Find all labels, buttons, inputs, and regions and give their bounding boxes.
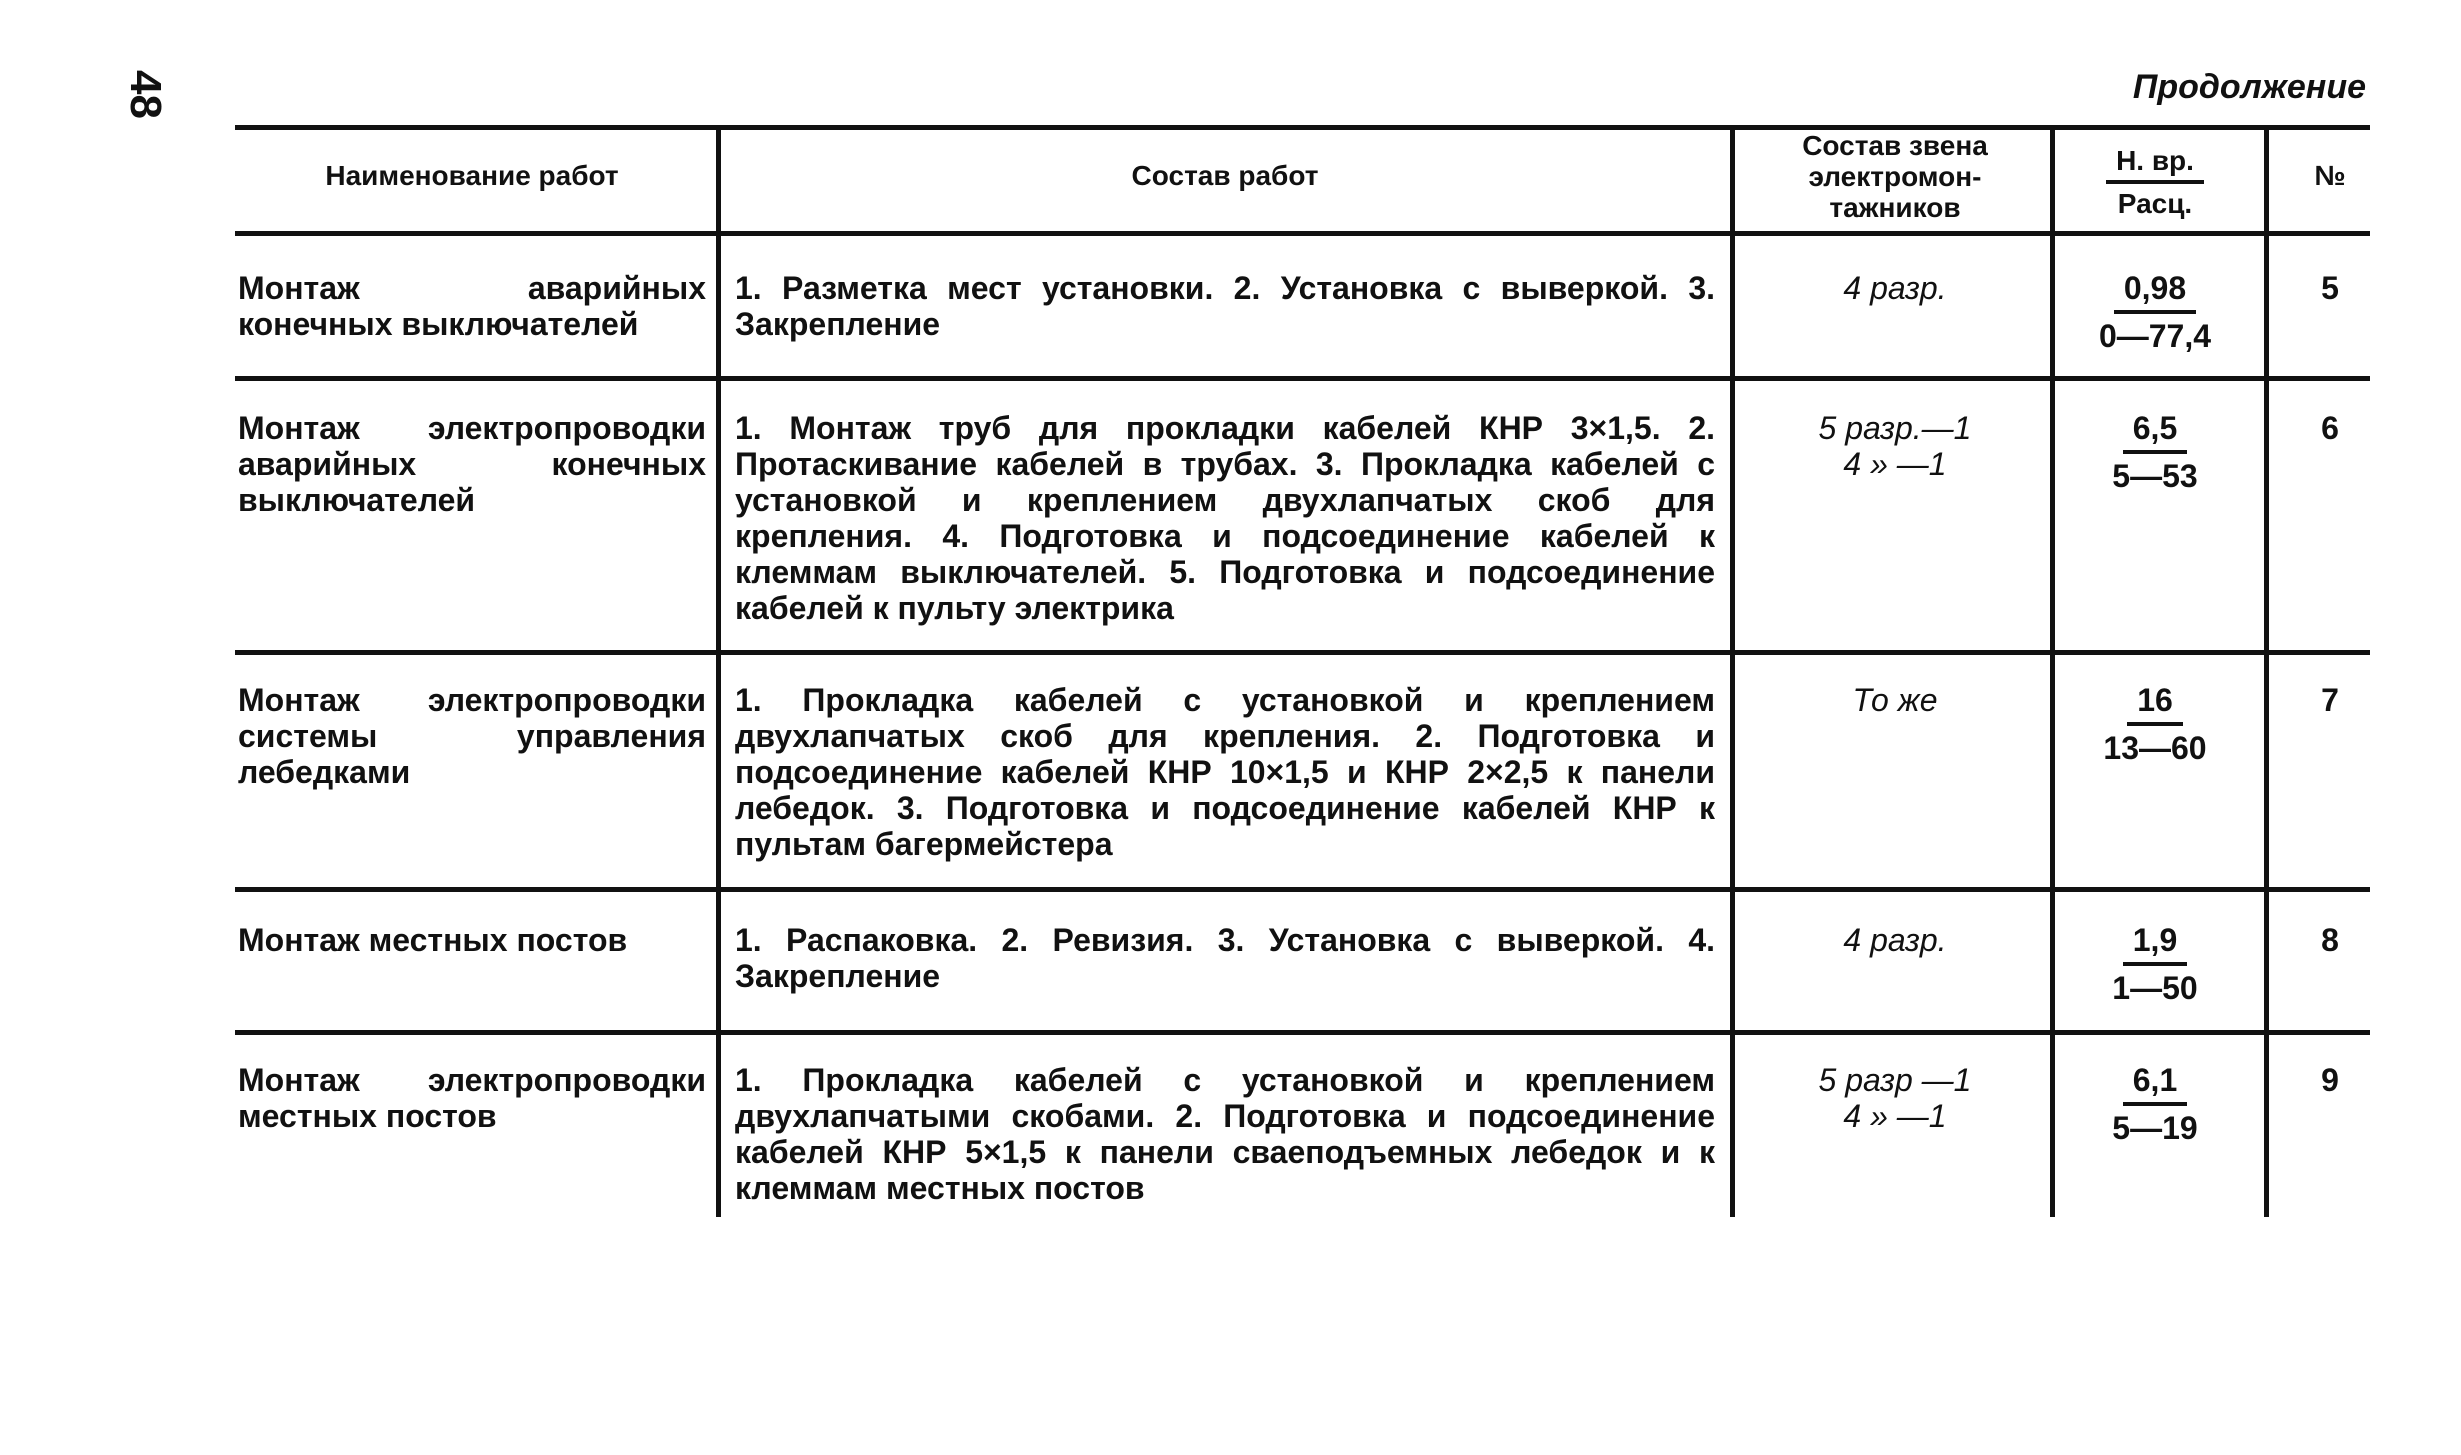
row-4-work: 1. Распаковка. 2. Ревизия. 3. Установка с выверкой. 4. Закрепление bbox=[735, 922, 1715, 994]
header-norm-time: Н. вр. bbox=[2106, 145, 2204, 184]
header-norm bbox=[2060, 145, 2250, 219]
row-5-rate: 5—19 bbox=[2112, 1110, 2198, 1146]
row-3-rate: 13—60 bbox=[2103, 730, 2207, 766]
header-index: № bbox=[2314, 160, 2346, 191]
continuation-label: Продолжение bbox=[2132, 68, 2366, 106]
row-2-crew: 5 разр.—1 4 » —1 bbox=[1818, 410, 1972, 482]
row-2-index: 6 bbox=[2321, 410, 2339, 446]
row-5-crew: 5 разр —1 4 » —1 bbox=[1818, 1062, 1972, 1134]
row-1-name: Монтаж аварийных конечных выключателей bbox=[238, 270, 706, 342]
row-5-norm-time: 6,1 bbox=[2123, 1062, 2187, 1106]
row-3-index: 7 bbox=[2321, 682, 2339, 718]
row-5-work: 1. Прокладка кабелей с установкой и креплением двухлапчатыми скобами. 2. Подготовка и подсоединение кабелей КНР 5×1,5 к панели сваеподъемных лебедок и к клеммам местных постов bbox=[735, 1062, 1715, 1206]
row-2-name: Монтаж электропроводки аварийных конечных выключателей bbox=[238, 410, 706, 518]
page-number: 48 bbox=[121, 70, 170, 119]
row-3-name: Монтаж электропроводки системы управления лебедками bbox=[238, 682, 706, 790]
row-4-crew: 4 разр. bbox=[1843, 922, 1947, 958]
column-rule bbox=[2264, 125, 2269, 1217]
row-2-rate: 5—53 bbox=[2112, 458, 2198, 494]
column-rule bbox=[716, 125, 721, 1217]
header-rate: Расц. bbox=[2117, 188, 2193, 219]
row-4-norm-time: 1,9 bbox=[2123, 922, 2187, 966]
row-1-crew: 4 разр. bbox=[1843, 270, 1947, 306]
row-1-rate: 0—77,4 bbox=[2098, 318, 2212, 354]
row-2-norm bbox=[2060, 410, 2250, 494]
row-1-work: 1. Разметка мест установки. 2. Установка с выверкой. 3. Закрепление bbox=[735, 270, 1715, 342]
row-3-norm-time: 16 bbox=[2127, 682, 2183, 726]
row-5-norm bbox=[2060, 1062, 2250, 1146]
row-5-index: 9 bbox=[2321, 1062, 2339, 1098]
row-4-name: Монтаж местных постов bbox=[238, 922, 628, 958]
row-1-index: 5 bbox=[2321, 270, 2339, 306]
row-3-work: 1. Прокладка кабелей с установкой и креплением двухлапчатых скоб для крепления. 2. Подготовка и подсоединение кабелей КНР 10×1,5 и КНР 2×2,5 к панели лебедок. 3. Подготовка и подсоединение кабелей КНР к пультам багермейстера bbox=[735, 682, 1715, 862]
column-rule bbox=[1730, 125, 1735, 1217]
row-2-work: 1. Монтаж труб для прокладки кабелей КНР 3×1,5. 2. Протаскивание кабелей в трубах. 3. Прокладка кабелей с установкой и креплением двухлапчатых скоб для крепления. 4. Подготовка и подсоединение кабелей к клеммам выключателей. 5. Подготовка и подсоединение кабелей к пульту электрика bbox=[735, 410, 1715, 626]
row-5-name: Монтаж электропроводки местных постов bbox=[238, 1062, 706, 1134]
header-name: Наименование работ bbox=[325, 160, 619, 191]
row-2-norm-time: 6,5 bbox=[2123, 410, 2187, 454]
row-1-norm-time: 0,98 bbox=[2114, 270, 2196, 314]
row-1-norm bbox=[2060, 270, 2250, 354]
row-3-crew: То же bbox=[1852, 682, 1938, 718]
row-4-index: 8 bbox=[2321, 922, 2339, 958]
header-crew: Состав звена электромон- тажников bbox=[1802, 130, 1988, 223]
row-3-norm bbox=[2060, 682, 2250, 766]
column-rule bbox=[2050, 125, 2055, 1217]
row-4-norm bbox=[2060, 922, 2250, 1006]
row-4-rate: 1—50 bbox=[2112, 970, 2198, 1006]
header-work: Состав работ bbox=[1131, 160, 1319, 191]
